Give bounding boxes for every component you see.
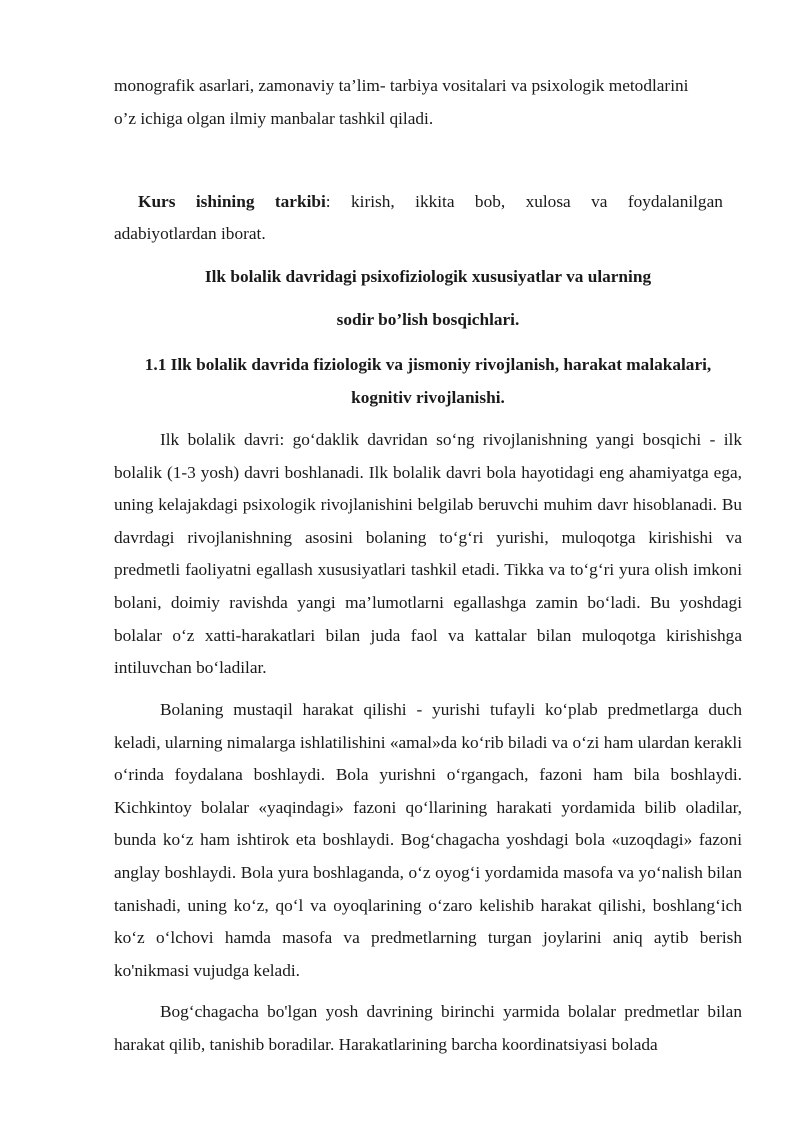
course-word-5: ikkita (415, 192, 455, 211)
course-word-3-group (275, 186, 331, 219)
body-paragraph-1: Ilk bolalik davri: go‘daklik davridan so‘ng rivojlanishning yangi bosqichi - ilk bolalik (1-3 yosh) davri boshlanadi. Ilk bolalik davri bola hayotidagi eng ahamiyatga ega, uning kelajakdagi psixologik rivojlanishini belgilab beruvchi muhim davr hisoblanadi. Bu davrdagi rivojlanishning asosini bolaning to‘g‘ri yurishi, muloqotga kirishishi va predmetli faoliyatni egallash xususiyatlari tashkil etadi. Tikka va to‘g‘ri yura olish imkoni bolani, doimiy ravishda yangi ma’lumotlarni egallashga zamin bo‘ladi. Bu yoshdagi bolalar o‘z xatti-harakatlari bilan juda faol va kattalar bilan muloqotga kirishishga intiluvchan bo‘ladilar. (114, 430, 742, 678)
body-paragraph-3: Bog‘chagacha bo'lgan yosh davrining birinchi yarmida bolalar predmetlar bilan harakat qilib, tanishib boradilar. Harakatlarining barcha koordinatsiyasi bolada (114, 1002, 742, 1054)
course-word-2: ishining (195, 192, 255, 211)
course-structure-line-2: adabiyotlardan iborat. (114, 224, 266, 243)
course-word-7: xulosa (525, 192, 571, 211)
course-word-4: kirish, (351, 192, 395, 211)
section-title-line-1: 1.1 Ilk bolalik davrida fiziologik va jismoniy rivojlanish, harakat malakalari, (144, 355, 712, 374)
intro-line-2: o’z ichiga olgan ilmiy manbalar tashkil qiladi. (114, 108, 434, 128)
chapter-title-line-2: sodir bo’lish bosqichlari. (336, 309, 520, 329)
section-title-line-2: kognitiv rivojlanishi. (351, 387, 505, 407)
course-word-1: Kurs (138, 192, 176, 211)
intro-line-1: monografik asarlari, zamonaviy ta’lim- tarbiya vositalari va psixologik metodlarini (114, 76, 689, 95)
body-paragraph-2: Bolaning mustaqil harakat qilishi - yurishi tufayli ko‘plab predmetlarga duch keladi, ularning nimalarga ishlatilishini «amal»da ko‘rib biladi va o‘zi ham ulardan kerakli o‘rinda foydalana boshlaydi. Bola yurishni o‘rgangach, fazoni ham bila boshlaydi. Kichkintoy bolalar «yaqindagi» fazoni qo‘llarining harakati yordamida bilib oladilar, bunda ko‘z ham ishtirok eta boshlaydi. Bog‘chagacha yoshdagi bola «uzoqdagi» fazoni anglay boshlaydi. Bola yura boshlaganda, o‘z oyog‘i yordamida masofa va yo‘nalish bilan tanishadi, uning ko‘z, qo‘l va oyoqlarining o‘zaro kelishib harakat qilishi, boshlang‘ich ko‘z o‘lchovi hamda masofa va predmetlarning turgan joylarini aniq aytib berish ko'nikmasi vujudga keladi. (114, 700, 742, 980)
intro-paragraph (114, 70, 742, 135)
course-word-3: tarkibi (274, 192, 326, 211)
chapter-title-line-1: Ilk bolalik davridagi psixofiziologik xususiyatlar va ularning (204, 267, 652, 286)
section-title (114, 349, 742, 414)
chapter-title (114, 261, 742, 336)
course-structure-line (138, 186, 723, 219)
course-colon: : (325, 192, 331, 211)
course-word-6: bob, (474, 192, 506, 211)
course-word-9: foydalanilgan (627, 192, 723, 211)
course-word-8: va (591, 192, 608, 211)
